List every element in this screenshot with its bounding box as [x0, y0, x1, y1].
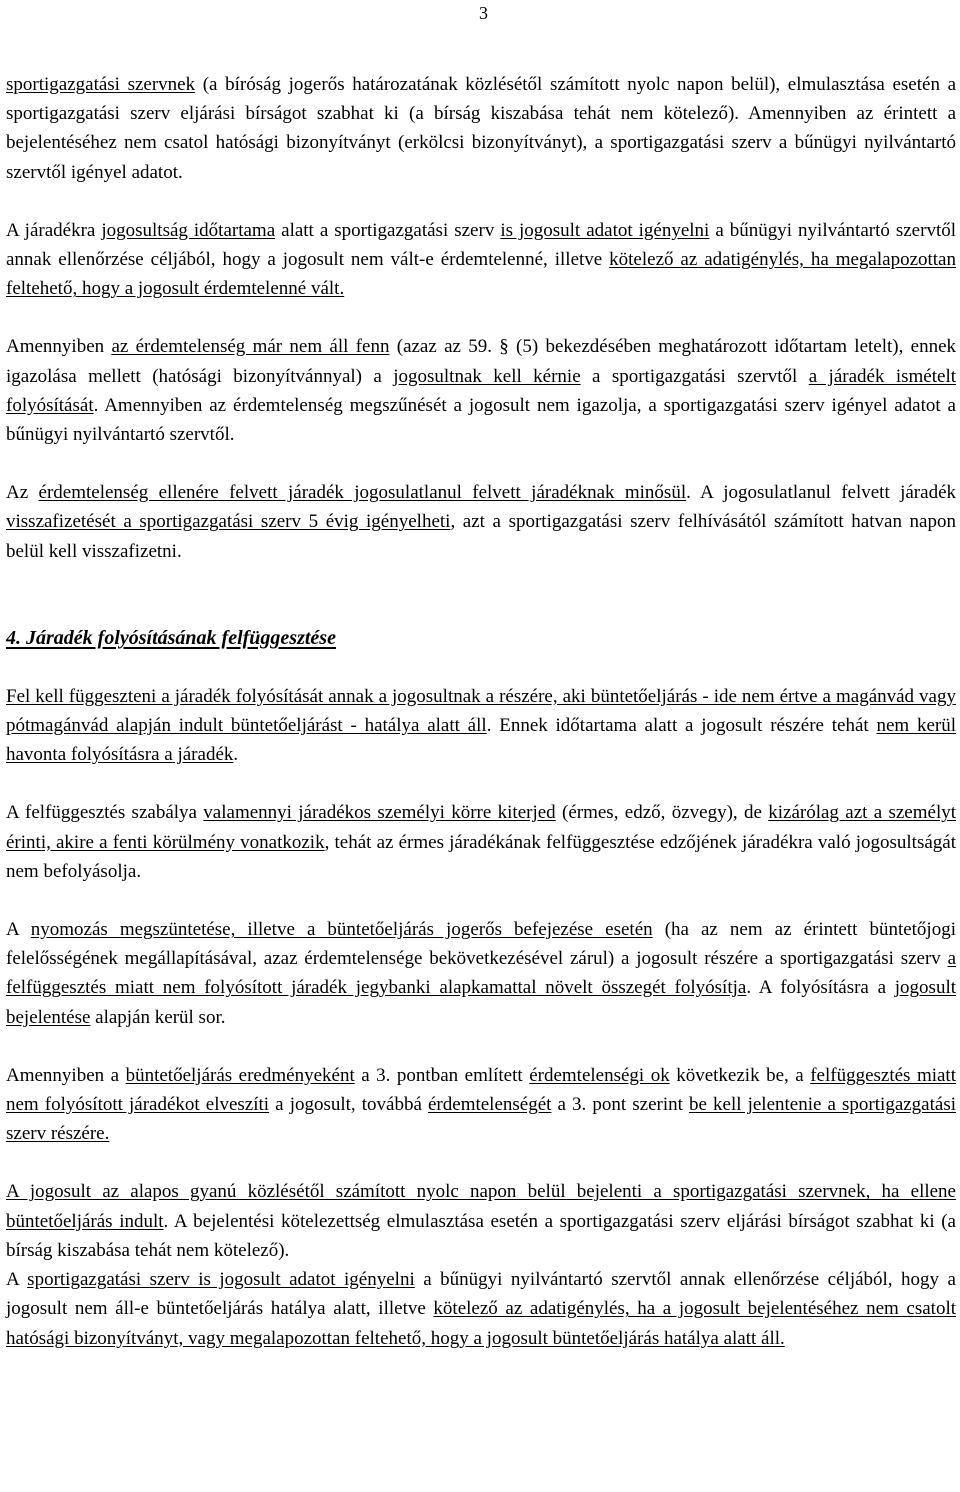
paragraph-2 — [6, 216, 956, 304]
page-number: 3 — [479, 3, 488, 23]
underlined-text: be kell jelentenie a sportigazgatási szerv részére. — [6, 1094, 956, 1145]
underlined-text: a járadék ismételt folyósítását — [6, 365, 957, 416]
underlined-text: kötelező az adatigénylés, ha megalapozottan feltehető, hogy a jogosult érdemtelenné vált. — [6, 249, 956, 300]
underlined-text: a felfüggesztés miatt nem folyósított járadék jegybanki alapkamattal növelt összegét folyósítja — [6, 948, 956, 999]
paragraph-1 — [6, 70, 956, 187]
text-run: . A jogosulatlanul felvett járadék — [686, 482, 957, 504]
underlined-text: A jogosult az alapos gyanú közlésétől számított nyolc napon belül bejelenti a sportigazgatási szervnek, ha ellene büntetőeljárás indult — [6, 1181, 956, 1232]
text-run: A — [6, 919, 31, 941]
text-run: A felfüggesztés szabálya — [6, 802, 204, 824]
paragraph-10 — [6, 1265, 956, 1353]
text-run: a bűnügyi nyilvántartó szervtől annak ellenőrzése céljából, hogy a jogosult nem vált-e érdemtelenné, illetve — [6, 219, 956, 271]
text-run: , tehát az érmes járadékának felfüggesztése edzőjének járadékra való jogosultságát nem befolyásolja. — [6, 831, 956, 882]
underlined-text: is jogosult adatot igényelni — [500, 219, 710, 241]
underlined-text: jogosult bejelentése — [6, 977, 957, 1028]
text-run: a jogosult, továbbá — [269, 1094, 428, 1116]
paragraph-3 — [6, 332, 956, 449]
paragraph-6 — [6, 798, 956, 886]
text-run: . — [233, 744, 239, 766]
text-run: a 3. pontban említett — [354, 1064, 530, 1086]
text-run: . Ennek időtartama alatt a jogosult részére tehát — [486, 715, 877, 737]
text-run: (azaz az 59. § (5) bekezdésében meghatározott időtartam letelt), ennek igazolása mellett (hatósági bizonyítvánnyal) a — [6, 336, 957, 387]
text-run: Amennyiben a — [6, 1064, 126, 1086]
underlined-text: sportigazgatási szerv is jogosult adatot igényelni — [27, 1269, 415, 1291]
underlined-text: kizárólag azt a személyt érinti, akire a fenti körülmény vonatkozik — [6, 802, 957, 853]
underlined-text: nyomozás megszüntetése, illetve a büntetőeljárás jogerős befejezése esetén — [30, 919, 653, 941]
underlined-text: sportigazgatási szervnek — [6, 74, 196, 95]
text-run: A — [6, 1269, 28, 1291]
underlined-text: valamennyi járadékos személyi körre kiterjed — [203, 802, 556, 824]
underlined-text: visszafizetését a sportigazgatási szerv 5 évig igényelheti — [6, 511, 451, 533]
text-run: alapján kerül sor. — [90, 1006, 226, 1028]
text-run: . Amennyiben az érdemtelenség megszűnését a jogosult nem igazolja, a sportigazgatási szerv igényel adatot a bűnügyi nyilvántartó szervtől. — [6, 394, 956, 446]
text-run: (érmes, edző, özvegy), de — [555, 802, 769, 824]
paragraph-7 — [6, 915, 956, 1032]
underlined-text: Fel kell függeszteni a járadék folyósítását annak a jogosultnak a részére, aki büntetőeljárás - ide nem értve a magánvád vagy pótmagánvád alapján indult büntetőeljárást - hatálya alatt áll — [6, 685, 956, 737]
underlined-text: érdemtelenségi ok — [529, 1064, 670, 1086]
document-body — [6, 70, 956, 1353]
underlined-text: kötelező az adatigénylés, ha a jogosult bejelentéséhez nem csatolt hatósági bizonyítványt, vagy megalapozottan feltehető, hogy a jogosult büntetőeljárás hatálya alatt áll. — [6, 1298, 957, 1349]
text-run: (a bíróság jogerős határozatának közlésétől számított nyolc napon belül), elmulasztása esetén a sportigazgatási szerv eljárási bírságot szabhat ki (a bírság kiszabása tehát nem kötelező). Amennyiben az érintett a bejelentéséhez nem csatol hatósági bizonyítványt (erkölcsi bizonyítványt), a sportigazgatási szerv a bűnügyi nyilvántartó szervtől igényel adatot. — [6, 74, 957, 183]
text-run: . A folyósításra a — [746, 977, 895, 999]
text-run: alatt a sportigazgatási szerv — [275, 219, 501, 241]
text-run: Az — [6, 482, 39, 504]
text-run: a sportigazgatási szervtől — [580, 365, 809, 387]
text-run: a bűnügyi nyilvántartó szervtől annak ellenőrzése céljából, hogy a jogosult nem áll-e büntetőeljárás hatálya alatt, illetve — [6, 1269, 956, 1320]
underlined-text: jogosultnak kell kérnie — [393, 365, 581, 387]
paragraph-8 — [6, 1061, 956, 1149]
paragraph-5 — [6, 682, 956, 770]
text-run: . A bejelentési kötelezettség elmulasztása esetén a sportigazgatási szerv eljárási bírságot szabhat ki (a bírság kiszabása tehát nem kötelező). — [6, 1210, 956, 1261]
underlined-text: nem kerül havonta folyósításra a járadék — [6, 715, 956, 766]
underlined-text: az érdemtelenség már nem áll fenn — [111, 336, 390, 358]
underlined-text: büntetőeljárás eredményeként — [125, 1064, 355, 1086]
paragraph-4 — [6, 478, 956, 566]
text-run: következik be, a — [669, 1064, 811, 1086]
section-heading — [6, 624, 956, 653]
underlined-text: felfüggesztés miatt nem folyósított járadékot elveszíti — [6, 1064, 956, 1116]
underlined-text: érdemtelenség ellenére felvett járadék jogosulatlanul felvett járadéknak minősül — [38, 482, 687, 504]
text-run: (ha az nem az érintett büntetőjogi felelősségének megállapításával, azaz érdemtelensége bekövetkezésével zárul) a jogosult részére a sportigazgatási szerv — [6, 919, 956, 970]
underlined-text: jogosultság időtartama — [101, 219, 276, 241]
text-run: a 3. pont szerint — [551, 1094, 689, 1116]
text-run: , azt a sportigazgatási szerv felhívásától számított hatvan napon belül kell visszafizetni. — [6, 511, 956, 562]
text-run: A járadékra — [6, 219, 102, 241]
underlined-text: érdemtelenségét — [428, 1094, 552, 1116]
text-run: Amennyiben — [6, 336, 112, 358]
section-heading-text: 4. Járadék folyósításának felfüggesztése — [6, 626, 336, 649]
paragraph-9 — [6, 1177, 956, 1265]
